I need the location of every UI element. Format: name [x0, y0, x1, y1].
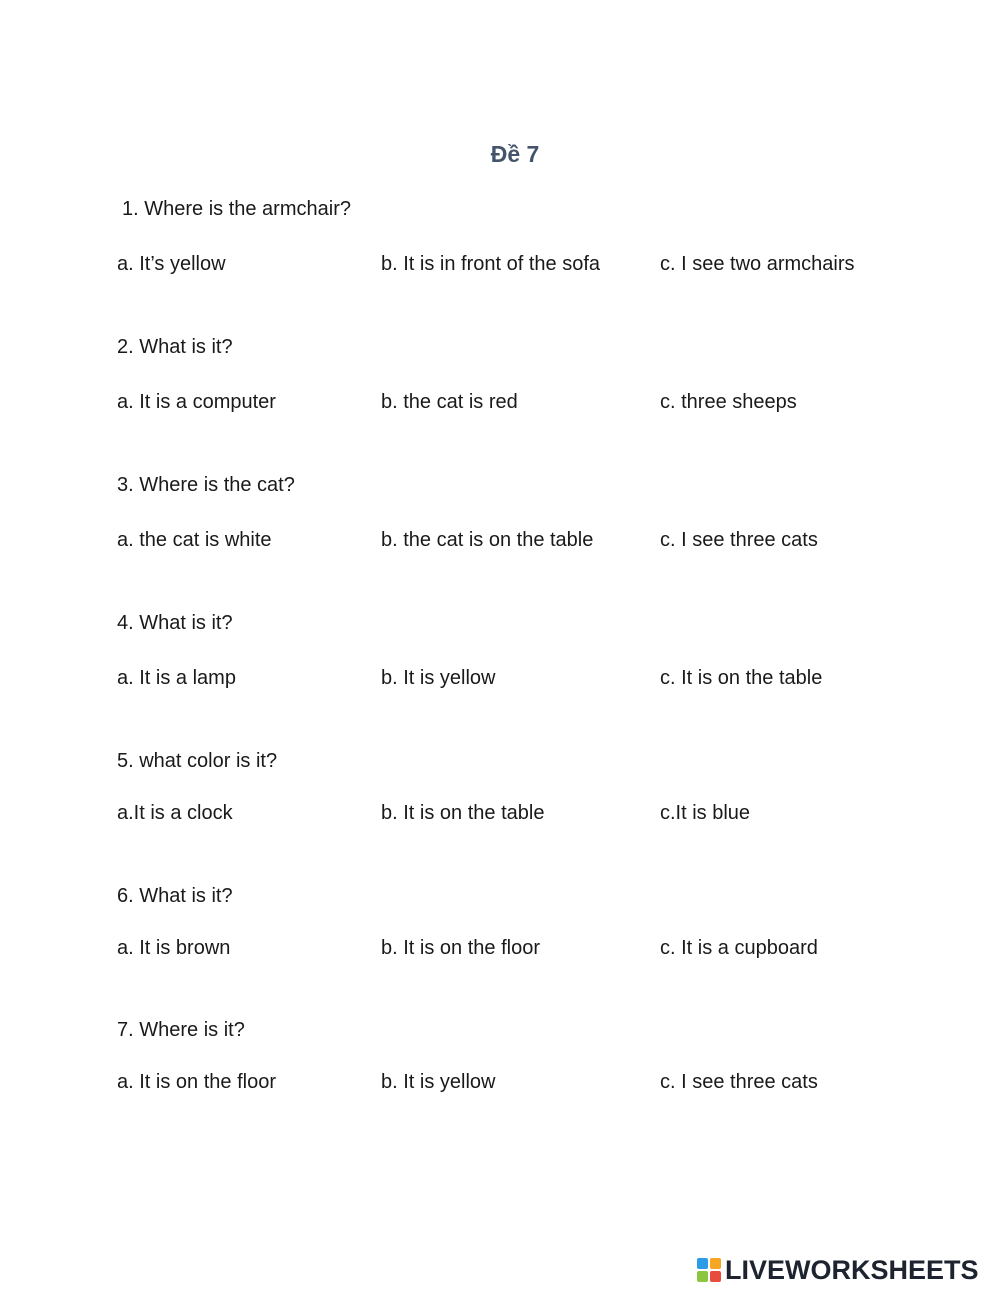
liveworksheets-logo	[697, 1255, 979, 1285]
answer-option-a[interactable]: a. It is a lamp	[117, 667, 236, 689]
answer-option-c[interactable]: c. I see three cats	[660, 1071, 818, 1093]
brand-name: LIVEWORKSHEETS	[725, 1254, 979, 1285]
worksheet-title: Đề 7	[490, 141, 540, 167]
liveworksheets-logo-icon	[697, 1258, 721, 1282]
answer-option-a[interactable]: a. It is on the floor	[117, 1071, 276, 1093]
question-text: 6. What is it?	[117, 885, 233, 907]
answer-option-b[interactable]: b. It is on the table	[381, 802, 545, 824]
answer-option-b[interactable]: b. the cat is red	[381, 391, 518, 413]
answer-option-a[interactable]: a. the cat is white	[117, 529, 272, 551]
answer-option-c[interactable]: c. I see two armchairs	[660, 253, 855, 275]
answer-option-b[interactable]: b. It is yellow	[381, 1071, 496, 1093]
question-text: 2. What is it?	[117, 336, 233, 358]
question-text: 5. what color is it?	[117, 750, 278, 772]
answer-option-a[interactable]: a. It’s yellow	[117, 253, 226, 275]
answer-option-c[interactable]: c.It is blue	[660, 802, 751, 824]
question-text: 7. Where is it?	[117, 1019, 245, 1041]
answer-option-a[interactable]: a. It is a computer	[117, 391, 276, 413]
answer-option-c[interactable]: c. I see three cats	[660, 529, 818, 551]
logo-square-blue	[697, 1258, 708, 1269]
question-text: 1. Where is the armchair?	[122, 198, 351, 220]
answer-option-a[interactable]: a.It is a clock	[117, 802, 233, 824]
question-text: 4. What is it?	[117, 612, 233, 634]
answer-option-b[interactable]: b. It is on the floor	[381, 937, 540, 959]
answer-option-b[interactable]: b. It is yellow	[381, 667, 496, 689]
question-text: 3. Where is the cat?	[117, 474, 295, 496]
answer-option-b[interactable]: b. the cat is on the table	[381, 529, 594, 551]
answer-option-c[interactable]: c. It is a cupboard	[660, 937, 818, 959]
answer-option-a[interactable]: a. It is brown	[117, 937, 231, 959]
logo-square-orange	[710, 1258, 721, 1269]
answer-option-c[interactable]: c. It is on the table	[660, 667, 823, 689]
logo-square-green	[697, 1271, 708, 1282]
answer-option-c[interactable]: c. three sheeps	[660, 391, 797, 413]
answer-option-b[interactable]: b. It is in front of the sofa	[381, 253, 601, 275]
logo-square-red	[710, 1271, 721, 1282]
